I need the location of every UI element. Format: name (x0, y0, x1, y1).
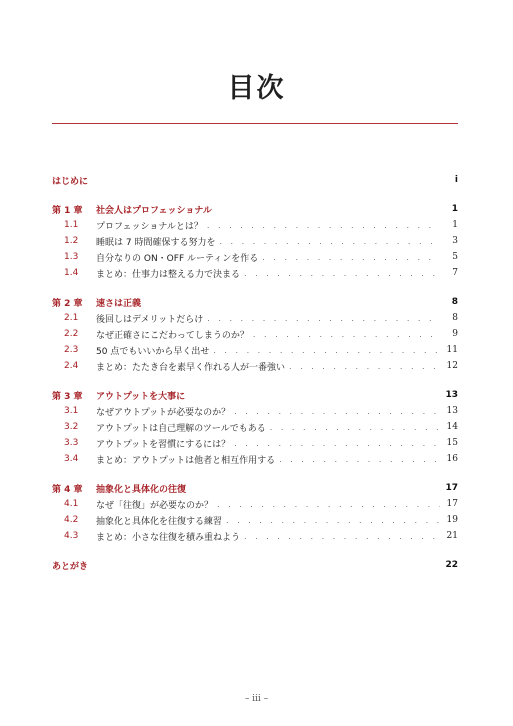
section-title: プロフェッショナルとは？ (96, 221, 203, 232)
section-page: 12 (446, 361, 458, 371)
chapter-number: 第 3 章 (52, 391, 83, 402)
toc-section-entry[interactable] (52, 310, 458, 326)
section-number: 2.2 (64, 329, 79, 339)
toc-chapter-entry[interactable] (52, 172, 458, 188)
section-title: 後回しはデメリットだらけ (96, 314, 204, 325)
page-title: 目次 (227, 73, 286, 104)
chapter-title: 社会人はプロフェッショナル (96, 205, 212, 216)
section-number: 3.3 (64, 438, 79, 448)
section-title: 自分なりの ON・OFF ルーティンを作る (96, 253, 259, 264)
section-number: 4.1 (64, 499, 79, 509)
chapter-page: 22 (445, 560, 458, 570)
section-number: 2.1 (64, 313, 79, 323)
toc-chapter-entry[interactable] (52, 557, 458, 573)
section-page: 17 (446, 499, 458, 509)
leader-dots (244, 532, 440, 541)
chapter-title: はじめに (52, 176, 89, 187)
section-title: なぜ「往復」が必要なのか？ (96, 500, 214, 511)
toc-section-entry[interactable] (52, 451, 458, 467)
section-page: 16 (446, 454, 458, 464)
section-page: 19 (446, 515, 458, 525)
section-page: 11 (446, 345, 458, 355)
leader-dots (262, 253, 440, 262)
section-title: 抽象化と具体化を往復する練習 (96, 516, 223, 527)
chapter-number: 第 4 章 (52, 484, 83, 495)
section-title: まとめ：仕事力は整える力で決まる (96, 269, 241, 280)
chapter-number: 第 2 章 (52, 298, 83, 309)
section-number: 1.3 (64, 252, 79, 262)
section-number: 3.1 (64, 406, 79, 416)
toc-section-entry[interactable] (52, 435, 458, 451)
toc-section-entry[interactable] (52, 496, 458, 512)
section-page: 13 (446, 406, 458, 416)
section-title: なぜ正確さにこだわってしまうのか？ (96, 330, 249, 341)
toc-section-entry[interactable] (52, 249, 458, 265)
section-page: 21 (446, 531, 458, 541)
section-title: アウトプットは自己理解のツールでもある (96, 423, 266, 434)
toc-section-entry[interactable] (52, 512, 458, 528)
toc-section-entry[interactable] (52, 528, 458, 544)
chapter-page: 1 (451, 204, 458, 214)
section-number: 1.1 (64, 220, 79, 230)
leader-dots (219, 237, 440, 246)
chapter-page: 17 (445, 483, 458, 493)
toc-chapter-entry[interactable] (52, 201, 458, 217)
section-number: 4.3 (64, 531, 79, 541)
section-title: 睡眠は 7 時間確保する努力を (96, 237, 216, 248)
chapter-page: 8 (451, 297, 458, 307)
section-page: 9 (452, 329, 458, 339)
leader-dots (289, 362, 440, 371)
section-number: 1.2 (64, 236, 79, 246)
section-title: まとめ：アウトプットは他者と相互作用する (96, 455, 276, 466)
section-title: 50 点でもいいから早く出せ (96, 346, 210, 357)
section-number: 2.4 (64, 361, 79, 371)
toc-section-entry[interactable] (52, 326, 458, 342)
toc-chapter-entry[interactable] (52, 480, 458, 496)
section-number: 2.3 (64, 345, 79, 355)
leader-dots (207, 314, 440, 323)
chapter-title: あとがき (52, 561, 89, 572)
chapter-page: i (454, 175, 458, 185)
section-page: 8 (452, 313, 458, 323)
leader-dots (270, 423, 440, 432)
leader-dots (279, 455, 440, 464)
section-title: まとめ：小さな往復を積み重ねよう (96, 532, 241, 543)
leader-dots (213, 346, 440, 355)
toc-section-entry[interactable] (52, 217, 458, 233)
section-page: 1 (452, 220, 458, 230)
section-title: アウトプットを習慣にするには？ (96, 439, 231, 450)
title-rule (52, 123, 458, 124)
toc-chapter-entry[interactable] (52, 294, 458, 310)
leader-dots (244, 269, 440, 278)
section-page: 5 (452, 252, 458, 262)
chapter-title: 抽象化と具体化の往復 (96, 484, 187, 495)
toc-section-entry[interactable] (52, 419, 458, 435)
chapter-title: 速さは正義 (96, 298, 142, 309)
chapter-number: 第 1 章 (52, 205, 83, 216)
section-page: 3 (452, 236, 458, 246)
section-title: なぜアウトプットが必要なのか？ (96, 407, 231, 418)
leader-dots (234, 407, 440, 416)
chapter-title: アウトプットを大事に (96, 391, 186, 402)
section-title: まとめ：たたき台を素早く作れる人が一番強い (96, 362, 286, 373)
toc-section-entry[interactable] (52, 233, 458, 249)
leader-dots (217, 500, 440, 509)
toc-section-entry[interactable] (52, 265, 458, 281)
page-number-footer: – iii – (244, 694, 269, 704)
toc-section-entry[interactable] (52, 358, 458, 374)
section-page: 7 (452, 268, 458, 278)
toc-section-entry[interactable] (52, 403, 458, 419)
section-number: 4.2 (64, 515, 79, 525)
leader-dots (253, 330, 440, 339)
section-number: 3.2 (64, 422, 79, 432)
section-number: 3.4 (64, 454, 79, 464)
leader-dots (234, 439, 440, 448)
section-page: 14 (446, 422, 458, 432)
toc-section-entry[interactable] (52, 342, 458, 358)
toc-chapter-entry[interactable] (52, 387, 458, 403)
leader-dots (226, 516, 440, 525)
table-of-contents (52, 172, 458, 573)
section-page: 15 (446, 438, 458, 448)
section-number: 1.4 (64, 268, 79, 278)
chapter-page: 13 (445, 390, 458, 400)
leader-dots (207, 221, 440, 230)
